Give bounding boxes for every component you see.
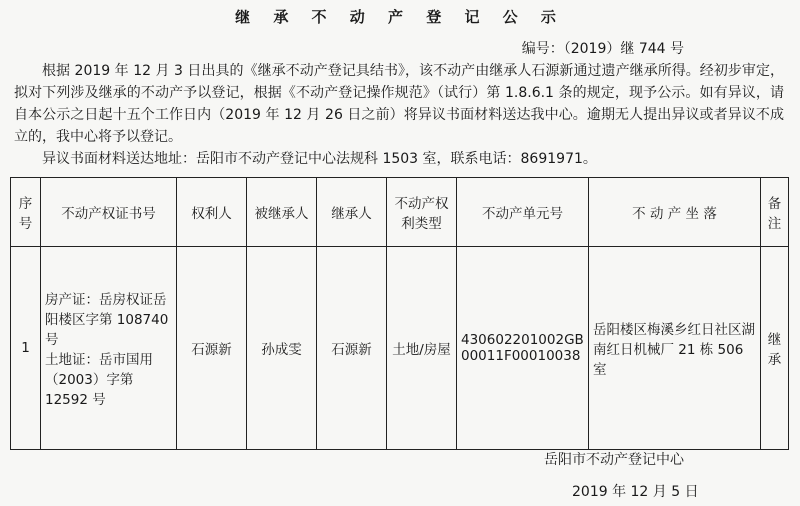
header-heir: 继承人	[317, 178, 387, 247]
cell-seq: 1	[11, 247, 41, 450]
header-seq: 序号	[11, 178, 41, 247]
notice-paragraph-address: 异议书面材料送达地址：岳阳市不动产登记中心法规科 1503 室，联系电话：8691971。	[42, 151, 597, 167]
table-header-row	[11, 178, 789, 247]
cell-unit-no: 430602201002GB00011F00010038	[457, 247, 589, 450]
cert-house: 房产证：岳房权证岳阳楼区字第 108740 号	[45, 292, 169, 348]
header-location: 不 动 产 坐 落	[589, 178, 761, 247]
issuing-organization: 岳阳市不动产登记中心	[544, 452, 684, 468]
document-number: 编号：（2019）继 744 号	[521, 41, 684, 57]
cert-land: 土地证：岳市国用（2003）字第 12592 号	[45, 352, 153, 408]
cell-cert-no	[41, 247, 177, 450]
cell-location: 岳阳楼区梅溪乡红日社区湖南红日机械厂 21 栋 506 室	[589, 247, 761, 450]
cell-heir: 石源新	[317, 247, 387, 450]
notice-paragraph-main: 根据 2019 年 12 月 3 日出具的《继承不动产登记具结书》，该不动产由继承人石源新通过遗产继承所得。经初步审定， 拟对下列涉及继承的不动产予以登记，根据《不动产登记操作规范》（试行）第 1.8.6.1 条的规定，现予公示。如有异议，请自本公示之日起十五个工作日内（2019 年 12 月 26 日之前）将异议书面材料送达我中心。逾期无人提出异议或者异议不成立的，我中心将予以登记。	[14, 63, 784, 145]
header-owner: 权利人	[177, 178, 247, 247]
notice-title: 继 承 不 动 产 登 记 公 示	[235, 8, 565, 26]
cell-remark: 继承	[761, 247, 789, 450]
cell-right-type: 土地/房屋	[387, 247, 457, 450]
header-remark: 备注	[761, 178, 789, 247]
header-decedent: 被继承人	[247, 178, 317, 247]
header-right-type: 不动产权利类型	[387, 178, 457, 247]
cell-owner: 石源新	[177, 247, 247, 450]
header-unit-no: 不动产单元号	[457, 178, 589, 247]
registration-table	[10, 177, 789, 450]
table-row	[11, 247, 789, 450]
issue-date: 2019 年 12 月 5 日	[572, 484, 699, 500]
cell-decedent: 孙成雯	[247, 247, 317, 450]
header-cert-no: 不动产权证书号	[41, 178, 177, 247]
notice-body	[14, 60, 784, 170]
